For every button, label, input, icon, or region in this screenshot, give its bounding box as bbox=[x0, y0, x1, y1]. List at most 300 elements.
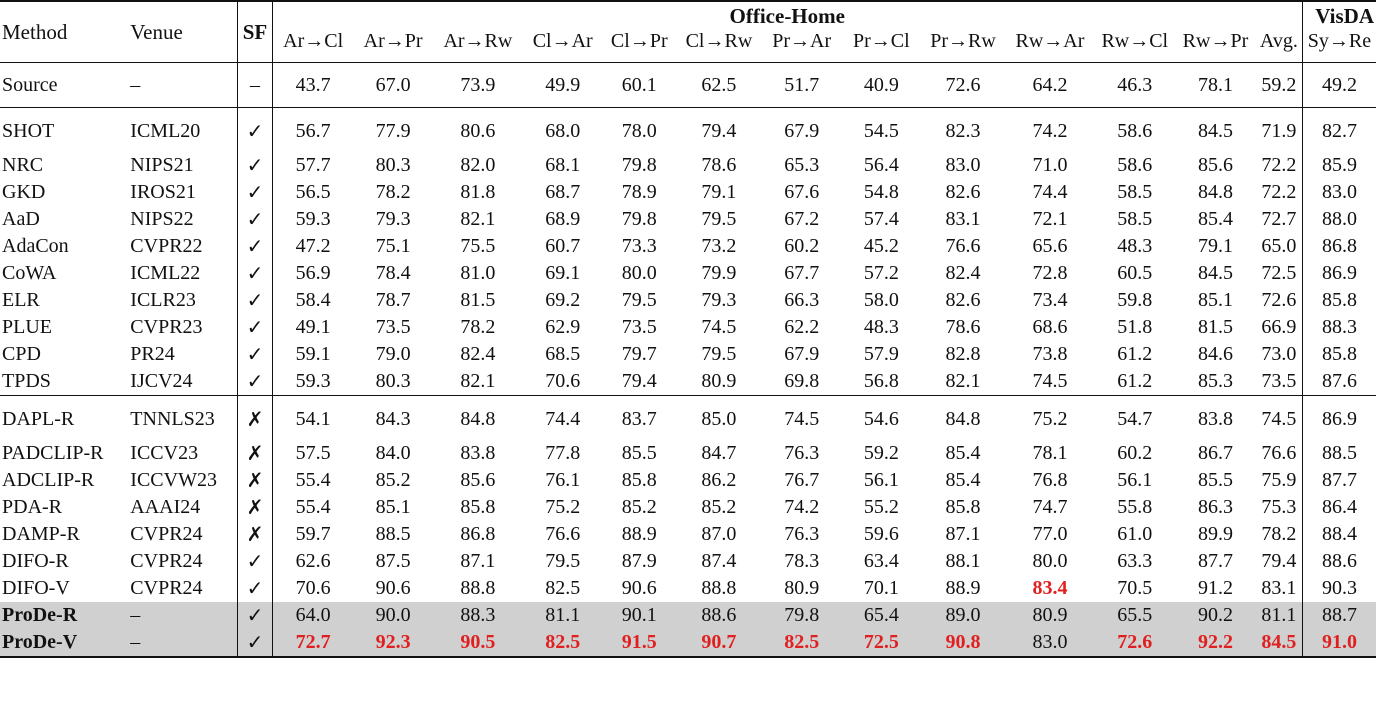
venue-cell: IJCV24 bbox=[130, 370, 193, 392]
value-cell: 76.7 bbox=[784, 469, 820, 491]
value-cell: 82.3 bbox=[921, 108, 1006, 153]
value-cell: 88.4 bbox=[1302, 521, 1376, 548]
column-header: Ar→Cl bbox=[272, 30, 354, 63]
table-row bbox=[0, 314, 1376, 341]
value-cell: 73.2 bbox=[701, 235, 737, 257]
value-cell: 78.9 bbox=[621, 181, 657, 203]
value-cell: 79.0 bbox=[375, 343, 411, 365]
value-cell: 83.0 bbox=[1005, 629, 1094, 657]
table-row bbox=[0, 63, 1376, 108]
value-cell: 77.8 bbox=[545, 442, 581, 464]
method-cell: PADCLIP-R bbox=[2, 442, 104, 464]
sf-cell: ✓ bbox=[238, 152, 272, 179]
value-cell: 60.2 bbox=[1117, 442, 1153, 464]
value-cell: 62.6 bbox=[295, 550, 331, 572]
value-cell: 54.1 bbox=[272, 396, 354, 441]
value-cell: 68.7 bbox=[545, 181, 581, 203]
value-cell: 72.7 bbox=[272, 629, 354, 657]
sf-cell: – bbox=[238, 63, 272, 108]
value-cell: 58.0 bbox=[863, 289, 899, 311]
value-cell: 91.2 bbox=[1197, 577, 1233, 599]
value-cell: 82.7 bbox=[1302, 108, 1376, 153]
venue-cell: ICLR23 bbox=[130, 289, 196, 311]
value-cell: 80.0 bbox=[1032, 550, 1068, 572]
value-cell: 74.2 bbox=[1005, 108, 1094, 153]
value-cell: 79.8 bbox=[761, 602, 842, 629]
value-cell: 80.9 bbox=[1005, 602, 1094, 629]
table-row bbox=[0, 494, 1376, 521]
sf-cell: ✗ bbox=[238, 494, 272, 521]
value-cell: 65.4 bbox=[842, 602, 921, 629]
value-cell: 80.3 bbox=[375, 370, 411, 392]
table-row bbox=[0, 521, 1376, 548]
value-cell: 74.7 bbox=[1032, 496, 1068, 518]
table-row bbox=[0, 179, 1376, 206]
sf-cell: ✗ bbox=[238, 467, 272, 494]
value-cell: 79.7 bbox=[621, 343, 657, 365]
value-cell: 87.9 bbox=[621, 550, 657, 572]
value-cell: 90.1 bbox=[602, 602, 676, 629]
value-cell: 78.2 bbox=[375, 181, 411, 203]
value-cell: 86.3 bbox=[1197, 496, 1233, 518]
value-cell: 83.1 bbox=[1261, 577, 1297, 599]
table-row bbox=[0, 108, 1376, 153]
value-cell: 54.6 bbox=[842, 396, 921, 441]
value-cell: 73.5 bbox=[1261, 370, 1297, 392]
value-cell: 82.4 bbox=[945, 262, 981, 284]
value-cell: 73.4 bbox=[1032, 289, 1068, 311]
sf-cell: ✓ bbox=[238, 206, 272, 233]
value-cell: 85.2 bbox=[621, 496, 657, 518]
value-cell: 46.3 bbox=[1094, 63, 1175, 108]
value-cell: 84.5 bbox=[1256, 629, 1303, 657]
value-cell: 83.8 bbox=[1175, 396, 1256, 441]
sf-cell: ✓ bbox=[238, 108, 272, 153]
value-cell: 82.8 bbox=[945, 343, 981, 365]
value-cell: 84.5 bbox=[1175, 108, 1256, 153]
value-cell: 69.1 bbox=[545, 262, 581, 284]
value-cell: 79.8 bbox=[621, 154, 657, 176]
value-cell: 82.5 bbox=[761, 629, 842, 657]
value-cell: 85.8 bbox=[621, 469, 657, 491]
value-cell: 81.1 bbox=[523, 602, 602, 629]
method-cell: AdaCon bbox=[2, 235, 69, 257]
table-row bbox=[0, 368, 1376, 396]
value-cell: 72.2 bbox=[1261, 181, 1297, 203]
value-cell: 67.9 bbox=[761, 108, 842, 153]
value-cell: 79.1 bbox=[1197, 235, 1233, 257]
value-cell: 90.7 bbox=[677, 629, 762, 657]
value-cell: 55.8 bbox=[1117, 496, 1153, 518]
value-cell: 87.7 bbox=[1302, 467, 1376, 494]
value-cell: 80.9 bbox=[701, 370, 737, 392]
value-cell: 61.2 bbox=[1117, 370, 1153, 392]
value-cell: 75.1 bbox=[375, 235, 411, 257]
venue-cell: ICML20 bbox=[128, 108, 238, 153]
value-cell: 56.8 bbox=[863, 370, 899, 392]
value-cell: 87.1 bbox=[460, 550, 496, 572]
table-row bbox=[0, 152, 1376, 179]
value-cell: 90.0 bbox=[354, 602, 433, 629]
value-cell: 63.4 bbox=[863, 550, 899, 572]
value-cell: 64.2 bbox=[1005, 63, 1094, 108]
column-header: Pr→Cl bbox=[852, 30, 910, 52]
value-cell: 47.2 bbox=[295, 235, 331, 257]
value-cell: 60.2 bbox=[784, 235, 820, 257]
value-cell: 65.5 bbox=[1094, 602, 1175, 629]
value-cell: 68.5 bbox=[545, 343, 581, 365]
column-header: Pr→Ar bbox=[772, 30, 832, 52]
table-row bbox=[0, 440, 1376, 467]
value-cell: 74.5 bbox=[701, 316, 737, 338]
value-cell: 87.1 bbox=[945, 523, 981, 545]
value-cell: 77.9 bbox=[354, 108, 433, 153]
value-cell: 79.3 bbox=[375, 208, 411, 230]
value-cell: 51.7 bbox=[761, 63, 842, 108]
value-cell: 65.0 bbox=[1261, 235, 1297, 257]
value-cell: 92.3 bbox=[354, 629, 433, 657]
sf-cell: ✓ bbox=[238, 287, 272, 314]
value-cell: 80.3 bbox=[375, 154, 411, 176]
table-row bbox=[0, 629, 1376, 657]
value-cell: 57.4 bbox=[863, 208, 899, 230]
value-cell: 72.8 bbox=[1032, 262, 1068, 284]
value-cell: 72.1 bbox=[1032, 208, 1068, 230]
value-cell: 78.1 bbox=[1175, 63, 1256, 108]
value-cell: 77.0 bbox=[1032, 523, 1068, 545]
value-cell: 62.9 bbox=[545, 316, 581, 338]
value-cell: 86.2 bbox=[701, 469, 737, 491]
value-cell: 59.2 bbox=[863, 442, 899, 464]
value-cell: 86.8 bbox=[460, 523, 496, 545]
value-cell: 65.3 bbox=[784, 154, 820, 176]
value-cell: 85.6 bbox=[1197, 154, 1233, 176]
value-cell: 74.4 bbox=[1032, 181, 1068, 203]
value-cell: 86.4 bbox=[1302, 494, 1376, 521]
venue-cell: IROS21 bbox=[130, 181, 196, 203]
value-cell: 78.3 bbox=[784, 550, 820, 572]
value-cell: 75.9 bbox=[1261, 469, 1297, 491]
method-header: Method bbox=[0, 1, 128, 63]
column-header: Rw→Ar bbox=[1015, 30, 1085, 52]
value-cell: 61.0 bbox=[1117, 523, 1153, 545]
sf-cell: ✓ bbox=[238, 314, 272, 341]
value-cell: 85.6 bbox=[460, 469, 496, 491]
value-cell: 74.4 bbox=[523, 396, 602, 441]
value-cell: 78.6 bbox=[701, 154, 737, 176]
value-cell: 57.2 bbox=[863, 262, 899, 284]
value-cell: 73.9 bbox=[432, 63, 523, 108]
column-header: Rw→Pr bbox=[1182, 30, 1249, 52]
value-cell: 82.4 bbox=[460, 343, 496, 365]
value-cell: 88.6 bbox=[677, 602, 762, 629]
value-cell: 85.2 bbox=[701, 496, 737, 518]
value-cell: 59.7 bbox=[295, 523, 331, 545]
venue-header: Venue bbox=[128, 1, 238, 63]
value-cell: 82.5 bbox=[545, 577, 581, 599]
value-cell: 74.2 bbox=[784, 496, 820, 518]
value-cell: 74.5 bbox=[1256, 396, 1303, 441]
value-cell: 87.0 bbox=[701, 523, 737, 545]
value-cell: 88.9 bbox=[621, 523, 657, 545]
value-cell: 65.6 bbox=[1032, 235, 1068, 257]
sf-cell: ✓ bbox=[238, 602, 272, 629]
value-cell: 85.9 bbox=[1302, 152, 1376, 179]
value-cell: 81.5 bbox=[460, 289, 496, 311]
value-cell: 59.8 bbox=[1117, 289, 1153, 311]
method-cell: ProDe-V bbox=[0, 629, 128, 657]
value-cell: 81.5 bbox=[1197, 316, 1233, 338]
value-cell: 64.0 bbox=[272, 602, 354, 629]
value-cell: 76.6 bbox=[945, 235, 981, 257]
value-cell: 62.5 bbox=[677, 63, 762, 108]
value-cell: 56.1 bbox=[1117, 469, 1153, 491]
value-cell: 55.4 bbox=[295, 496, 331, 518]
value-cell: 91.5 bbox=[602, 629, 676, 657]
value-cell: 84.8 bbox=[921, 396, 1006, 441]
method-cell: SHOT bbox=[0, 108, 128, 153]
value-cell: 83.1 bbox=[945, 208, 981, 230]
column-header: Ar→Pr bbox=[363, 30, 423, 52]
value-cell: 58.6 bbox=[1094, 108, 1175, 153]
value-cell: 85.8 bbox=[1302, 341, 1376, 368]
value-cell: 48.3 bbox=[1117, 235, 1153, 257]
column-header: Pr→Rw bbox=[930, 30, 996, 52]
value-cell: 68.0 bbox=[523, 108, 602, 153]
value-cell: 57.9 bbox=[863, 343, 899, 365]
value-cell: 73.8 bbox=[1032, 343, 1068, 365]
value-cell: 73.0 bbox=[1261, 343, 1297, 365]
method-cell: PLUE bbox=[2, 316, 52, 338]
value-cell: 72.5 bbox=[1261, 262, 1297, 284]
column-header: Sy→Re bbox=[1302, 30, 1376, 63]
results-body bbox=[0, 63, 1376, 658]
method-cell: AaD bbox=[2, 208, 40, 230]
value-cell: 70.1 bbox=[863, 577, 899, 599]
table-row bbox=[0, 287, 1376, 314]
value-cell: 88.9 bbox=[945, 577, 981, 599]
table-row bbox=[0, 467, 1376, 494]
value-cell: 75.5 bbox=[460, 235, 496, 257]
venue-cell: CVPR24 bbox=[130, 523, 203, 545]
column-header: Ar→Rw bbox=[443, 30, 513, 52]
value-cell: 72.6 bbox=[1261, 289, 1297, 311]
value-cell: 84.0 bbox=[375, 442, 411, 464]
value-cell: 88.3 bbox=[1302, 314, 1376, 341]
value-cell: 89.9 bbox=[1197, 523, 1233, 545]
value-cell: 76.3 bbox=[784, 442, 820, 464]
value-cell: 56.9 bbox=[295, 262, 331, 284]
value-cell: 79.5 bbox=[621, 289, 657, 311]
value-cell: 57.7 bbox=[295, 154, 331, 176]
value-cell: 49.1 bbox=[295, 316, 331, 338]
value-cell: 81.0 bbox=[460, 262, 496, 284]
value-cell: 78.0 bbox=[602, 108, 676, 153]
value-cell: 76.6 bbox=[545, 523, 581, 545]
value-cell: 85.4 bbox=[945, 469, 981, 491]
value-cell: 90.8 bbox=[921, 629, 1006, 657]
value-cell: 84.5 bbox=[1197, 262, 1233, 284]
value-cell: 78.2 bbox=[1261, 523, 1297, 545]
sf-cell: ✓ bbox=[238, 341, 272, 368]
value-cell: 72.5 bbox=[842, 629, 921, 657]
value-cell: 59.2 bbox=[1256, 63, 1303, 108]
sf-cell: ✓ bbox=[238, 179, 272, 206]
value-cell: 83.4 bbox=[1032, 577, 1068, 599]
venue-cell: NIPS21 bbox=[130, 154, 194, 176]
value-cell: 85.5 bbox=[621, 442, 657, 464]
method-cell: DIFO-R bbox=[2, 550, 69, 572]
value-cell: 85.5 bbox=[1197, 469, 1233, 491]
value-cell: 80.6 bbox=[432, 108, 523, 153]
value-cell: 51.8 bbox=[1117, 316, 1153, 338]
value-cell: 70.5 bbox=[1117, 577, 1153, 599]
value-cell: 85.8 bbox=[945, 496, 981, 518]
value-cell: 75.3 bbox=[1261, 496, 1297, 518]
value-cell: 84.8 bbox=[1197, 181, 1233, 203]
value-cell: 88.5 bbox=[375, 523, 411, 545]
value-cell: 49.2 bbox=[1302, 63, 1376, 108]
venue-cell: AAAI24 bbox=[130, 496, 201, 518]
method-cell: GKD bbox=[2, 181, 46, 203]
value-cell: 81.1 bbox=[1256, 602, 1303, 629]
value-cell: 67.7 bbox=[784, 262, 820, 284]
value-cell: 68.9 bbox=[545, 208, 581, 230]
method-cell: ELR bbox=[2, 289, 40, 311]
header-row-groups bbox=[0, 1, 1376, 30]
value-cell: 78.2 bbox=[460, 316, 496, 338]
method-cell: CoWA bbox=[2, 262, 57, 284]
value-cell: 90.3 bbox=[1302, 575, 1376, 602]
value-cell: 79.5 bbox=[701, 343, 737, 365]
value-cell: 73.5 bbox=[621, 316, 657, 338]
value-cell: 84.7 bbox=[701, 442, 737, 464]
value-cell: 83.0 bbox=[1302, 179, 1376, 206]
value-cell: 71.9 bbox=[1256, 108, 1303, 153]
value-cell: 79.9 bbox=[701, 262, 737, 284]
value-cell: 43.7 bbox=[272, 63, 354, 108]
venue-cell: PR24 bbox=[130, 343, 175, 365]
value-cell: 58.6 bbox=[1117, 154, 1153, 176]
value-cell: 86.9 bbox=[1302, 396, 1376, 441]
column-header: Cl→Ar bbox=[532, 30, 593, 52]
value-cell: 49.9 bbox=[523, 63, 602, 108]
value-cell: 67.9 bbox=[784, 343, 820, 365]
sf-cell: ✗ bbox=[238, 396, 272, 441]
value-cell: 78.7 bbox=[375, 289, 411, 311]
value-cell: 80.0 bbox=[621, 262, 657, 284]
value-cell: 85.8 bbox=[1302, 287, 1376, 314]
value-cell: 83.0 bbox=[945, 154, 981, 176]
sf-cell: ✗ bbox=[238, 521, 272, 548]
value-cell: 86.9 bbox=[1302, 260, 1376, 287]
value-cell: 79.4 bbox=[1261, 550, 1297, 572]
value-cell: 72.2 bbox=[1261, 154, 1297, 176]
value-cell: 72.6 bbox=[1094, 629, 1175, 657]
value-cell: 62.2 bbox=[784, 316, 820, 338]
value-cell: 56.1 bbox=[863, 469, 899, 491]
method-cell: DIFO-V bbox=[2, 577, 70, 599]
value-cell: 79.8 bbox=[621, 208, 657, 230]
value-cell: 91.0 bbox=[1302, 629, 1376, 657]
venue-cell: CVPR24 bbox=[130, 550, 203, 572]
value-cell: 87.6 bbox=[1302, 368, 1376, 396]
table-row bbox=[0, 575, 1376, 602]
method-cell: TPDS bbox=[2, 370, 51, 392]
value-cell: 79.4 bbox=[677, 108, 762, 153]
value-cell: 79.4 bbox=[621, 370, 657, 392]
value-cell: 71.0 bbox=[1032, 154, 1068, 176]
value-cell: 85.4 bbox=[945, 442, 981, 464]
value-cell: 82.1 bbox=[460, 370, 496, 392]
value-cell: 58.5 bbox=[1117, 208, 1153, 230]
value-cell: 88.0 bbox=[1302, 206, 1376, 233]
value-cell: 83.8 bbox=[460, 442, 496, 464]
value-cell: 85.0 bbox=[677, 396, 762, 441]
value-cell: 66.3 bbox=[784, 289, 820, 311]
column-header: Rw→Cl bbox=[1101, 30, 1169, 52]
value-cell: 84.3 bbox=[354, 396, 433, 441]
column-header: Cl→Pr bbox=[610, 30, 668, 52]
method-cell: ProDe-R bbox=[0, 602, 128, 629]
office-home-header: Office-Home bbox=[272, 1, 1302, 30]
value-cell: 56.4 bbox=[863, 154, 899, 176]
value-cell: 56.7 bbox=[272, 108, 354, 153]
value-cell: 74.5 bbox=[761, 396, 842, 441]
table-row bbox=[0, 341, 1376, 368]
value-cell: 86.8 bbox=[1302, 233, 1376, 260]
method-cell: ADCLIP-R bbox=[2, 469, 95, 491]
value-cell: 88.5 bbox=[1302, 440, 1376, 467]
value-cell: 63.3 bbox=[1117, 550, 1153, 572]
value-cell: 54.7 bbox=[1094, 396, 1175, 441]
value-cell: 88.8 bbox=[701, 577, 737, 599]
method-cell: NRC bbox=[2, 154, 44, 176]
venue-cell: ICCVW23 bbox=[130, 469, 217, 491]
value-cell: 59.1 bbox=[295, 343, 331, 365]
value-cell: 75.2 bbox=[545, 496, 581, 518]
value-cell: 76.6 bbox=[1261, 442, 1297, 464]
value-cell: 90.6 bbox=[621, 577, 657, 599]
value-cell: 67.6 bbox=[784, 181, 820, 203]
value-cell: 55.2 bbox=[863, 496, 899, 518]
method-cell: CPD bbox=[2, 343, 41, 365]
venue-cell: – bbox=[128, 629, 238, 657]
value-cell: 60.1 bbox=[602, 63, 676, 108]
value-cell: 54.5 bbox=[842, 108, 921, 153]
sf-cell: ✓ bbox=[238, 629, 272, 657]
venue-cell: – bbox=[128, 602, 238, 629]
sf-header: SF bbox=[238, 1, 272, 63]
value-cell: 81.8 bbox=[460, 181, 496, 203]
value-cell: 75.2 bbox=[1005, 396, 1094, 441]
visda-header: VisDA bbox=[1302, 1, 1376, 30]
value-cell: 69.8 bbox=[784, 370, 820, 392]
sf-cell: ✓ bbox=[238, 548, 272, 575]
value-cell: 76.1 bbox=[545, 469, 581, 491]
value-cell: 48.3 bbox=[863, 316, 899, 338]
table-row bbox=[0, 396, 1376, 441]
value-cell: 79.1 bbox=[701, 181, 737, 203]
value-cell: 85.8 bbox=[460, 496, 496, 518]
value-cell: 88.7 bbox=[1302, 602, 1376, 629]
value-cell: 79.3 bbox=[701, 289, 737, 311]
venue-cell: ICCV23 bbox=[130, 442, 199, 464]
table-row bbox=[0, 260, 1376, 287]
value-cell: 59.6 bbox=[863, 523, 899, 545]
value-cell: 72.6 bbox=[921, 63, 1006, 108]
venue-cell: NIPS22 bbox=[130, 208, 194, 230]
